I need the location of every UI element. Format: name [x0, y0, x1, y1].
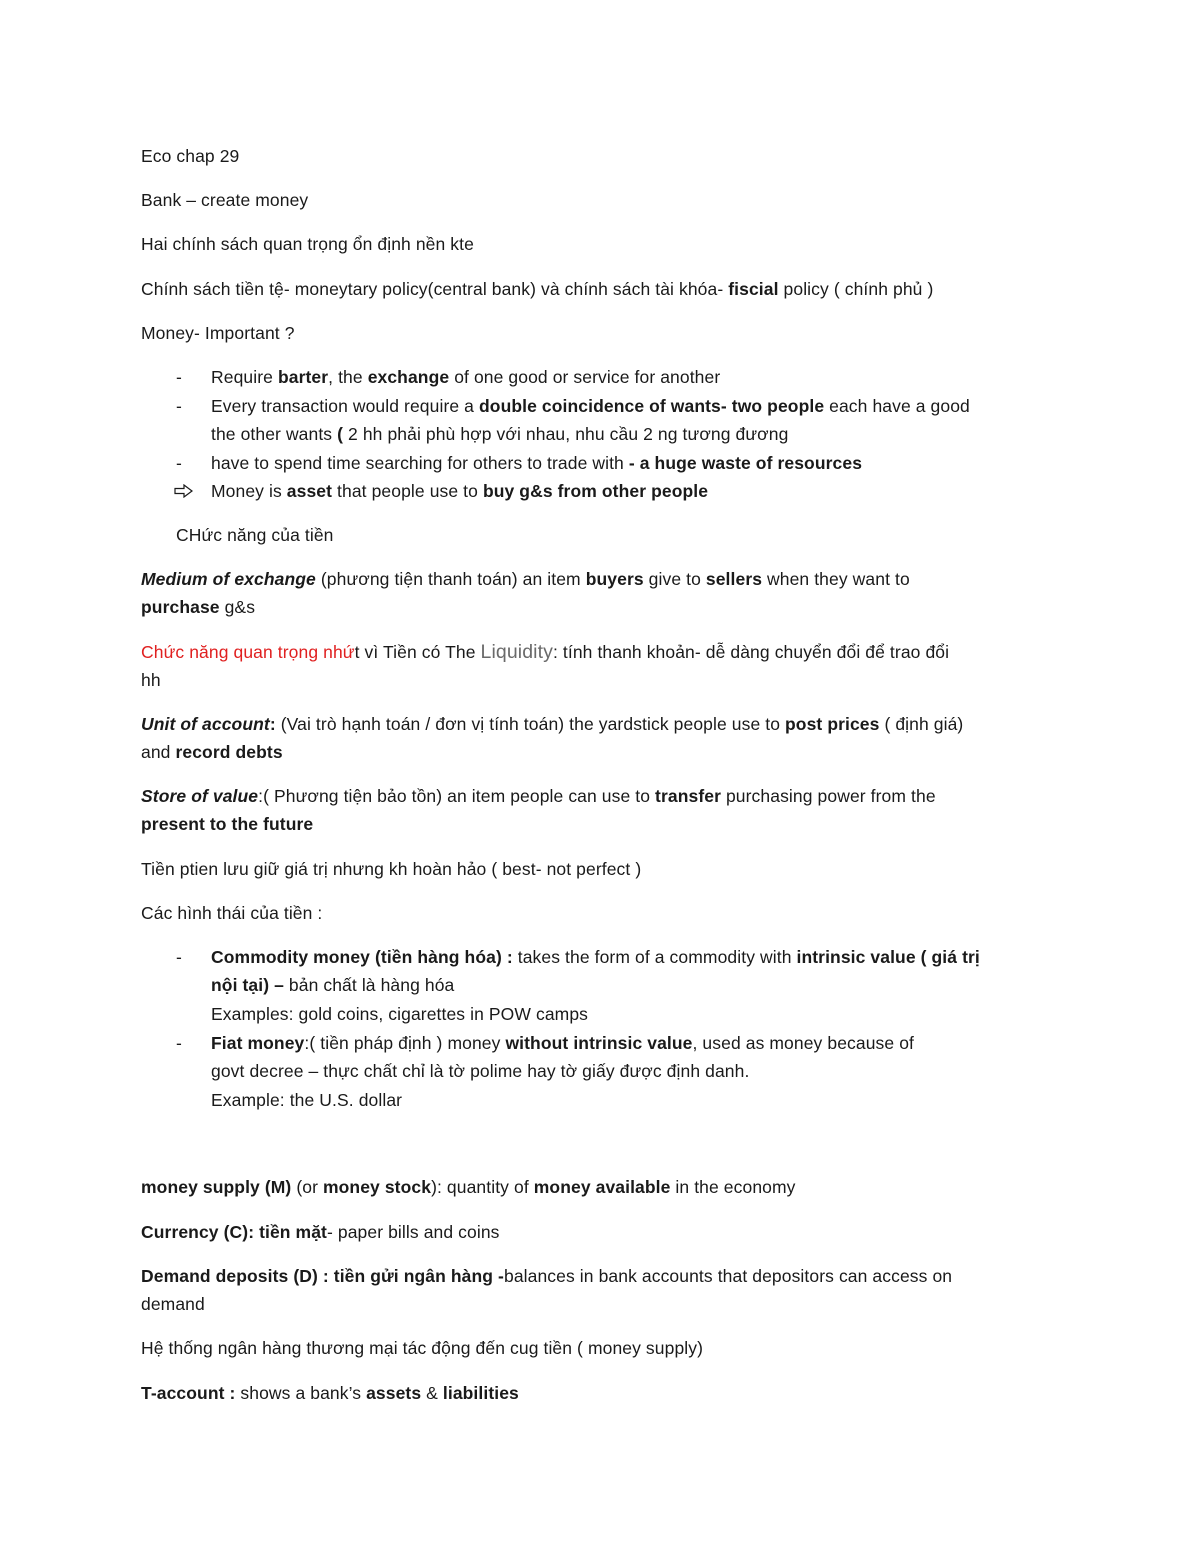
liquidity-line-cont: hh [141, 670, 161, 690]
bullet-dash: - [176, 1033, 182, 1053]
bullet-double-coincidence: Every transaction would require a double coincidence of wants- two people each have a good [211, 396, 970, 416]
currency-line: Currency (C): tiền mặt- paper bills and coins [141, 1222, 500, 1242]
demand-deposits-cont: demand [141, 1294, 205, 1314]
unit-of-account: Unit of account: (Vai trò hạnh toán / đơn vị tính toán) the yardstick people use to post prices ( định giá) [141, 714, 964, 734]
heading-chuc-nang: CHức năng của tiền [176, 525, 334, 545]
bullet-money-asset: Money is asset that people use to buy g&s from other people [211, 481, 709, 501]
store-of-value: Store of value:( Phương tiện bảo tồn) an item people can use to transfer purchasing power from the [141, 786, 936, 806]
store-of-value-cont: present to the future [141, 814, 314, 834]
line-hai: Hai chính sách quan trọng ổn định nền kte [141, 234, 474, 254]
bullet-fiat-example: Example: the U.S. dollar [211, 1090, 403, 1110]
bullet-dash: - [176, 947, 182, 967]
heading-cac-hinh-thai: Các hình thái của tiền : [141, 903, 323, 923]
bullet-dash: - [176, 367, 182, 387]
money-supply: money supply (M) (or money stock): quantity of money available in the economy [141, 1177, 796, 1197]
arrow-right-icon [174, 484, 194, 498]
t-account: T-account : shows a bank’s assets & liabilities [141, 1383, 519, 1403]
medium-of-exchange-cont: purchase g&s [141, 597, 256, 617]
demand-deposits: Demand deposits (D) : tiền gửi ngân hàng -balances in bank accounts that depositors can access on [141, 1266, 953, 1286]
bullet-commodity-examples: Examples: gold coins, cigarettes in POW camps [211, 1004, 589, 1024]
bullet-dash: - [176, 453, 182, 473]
bullet-fiat-money-cont: govt decree – thực chất chỉ là tờ polime hay tờ giấy được định danh. [211, 1061, 750, 1081]
bullet-commodity-money-cont: nội tại) – bản chất là hàng hóa [211, 975, 455, 995]
bullet-double-coincidence-cont: the other wants ( 2 hh phải phù hợp với nhau, nhu cầu 2 ng tương đương [211, 424, 789, 444]
bullet-fiat-money: Fiat money:( tiền pháp định ) money without intrinsic value, used as money because of [211, 1033, 914, 1053]
bullet-waste: have to spend time searching for others to trade with - a huge waste of resources [211, 453, 863, 473]
line-money-important: Money- Important ? [141, 323, 295, 343]
unit-of-account-cont: and record debts [141, 742, 283, 762]
line-tien-ptien: Tiền ptien lưu giữ giá trị nhưng kh hoàn hảo ( best- not perfect ) [141, 859, 642, 879]
line-bank: Bank – create money [141, 190, 309, 210]
line-chinh-sach: Chính sách tiền tệ- moneytary policy(central bank) và chính sách tài khóa- fiscial policy ( chính phủ ) [141, 279, 934, 299]
bullet-commodity-money: Commodity money (tiền hàng hóa) : takes the form of a commodity with intrinsic value ( giá trị [211, 947, 980, 967]
bullet-dash: - [176, 396, 182, 416]
line-he-thong: Hệ thống ngân hàng thương mại tác động đến cug tiền ( money supply) [141, 1338, 704, 1358]
medium-of-exchange: Medium of exchange (phương tiện thanh toán) an item buyers give to sellers when they want to [141, 569, 910, 589]
liquidity-line: Chức năng quan trọng nhứt vì Tiền có The Liquidity: tính thanh khoản- dễ dàng chuyển đổi để trao đổi [141, 641, 950, 663]
doc-title: Eco chap 29 [141, 146, 240, 166]
bullet-barter: Require barter, the exchange of one good or service for another [211, 367, 721, 387]
